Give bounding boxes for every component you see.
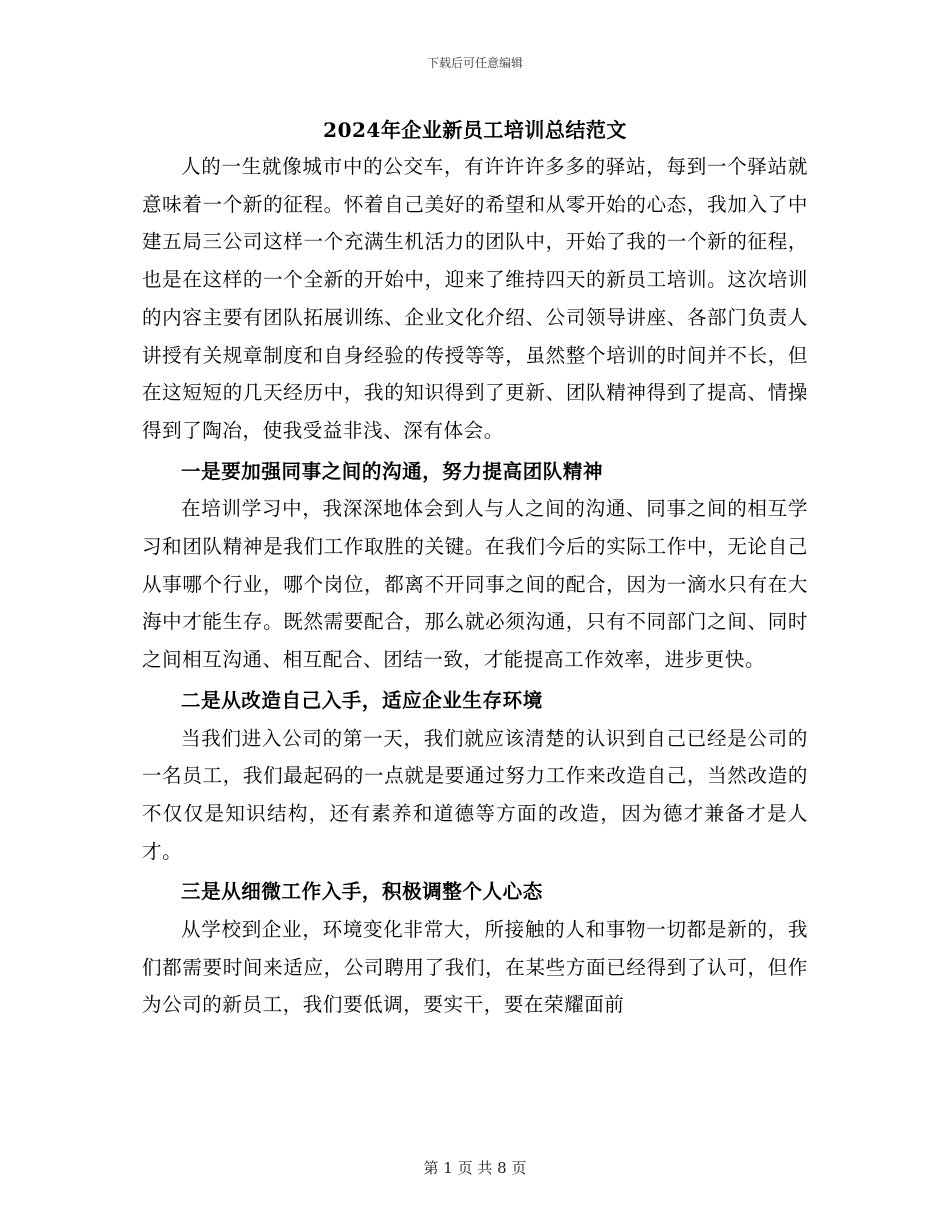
page-number: 第 1 页 共 8 页 bbox=[423, 1159, 527, 1177]
section-heading-1: 一是要加强同事之间的沟通，努力提高团队精神 bbox=[181, 459, 604, 483]
section-paragraph-3: 从学校到企业，环境变化非常大，所接触的人和事物一切都是新的，我们都需要时间来适应，公司聘用了我们，在某些方面已经得到了认可，但作为公司的新员工，我们要低调，要实干，要在荣耀面前 bbox=[142, 918, 808, 1017]
page-header: 下载后可任意编辑 bbox=[426, 56, 523, 70]
section-heading-2: 二是从改造自己入手，适应企业生存环境 bbox=[181, 688, 543, 712]
section-heading-3: 三是从细微工作入手，积极调整个人心态 bbox=[181, 880, 543, 904]
document-title: 2024年企业新员工培训总结范文 bbox=[323, 118, 627, 142]
section-paragraph-2: 当我们进入公司的第一天，我们就应该清楚的认识到自己已经是公司的一名员工，我们最起码的一点就是要通过努力工作来改造自己，当然改造的不仅仅是知识结构，还有素养和道德等方面的改造，因为德才兼备才是人才。 bbox=[142, 726, 808, 863]
document-body bbox=[142, 148, 808, 1024]
section-paragraph-1: 在培训学习中，我深深地体会到人与人之间的沟通、同事之间的相互学习和团队精神是我们工作取胜的关键。在我们今后的实际工作中，无论自己从事哪个行业，哪个岗位，都离不开同事之间的配合，因为一滴水只有在大海中才能生存。既然需要配合，那么就必须沟通，只有不同部门之间、同时之间相互沟通、相互配合、团结一致，才能提高工作效率，进步更快。 bbox=[142, 497, 808, 672]
intro-paragraph: 人的一生就像城市中的公交车，有许许许多多的驿站，每到一个驿站就意味着一个新的征程。怀着自己美好的希望和从零开始的心态，我加入了中建五局三公司这样一个充满生机活力的团队中，开始了我的一个新的征程，也是在这样的一个全新的开始中，迎来了维持四天的新员工培训。这次培训的内容主要有团队拓展训练、企业文化介绍、公司领导讲座、各部门负责人讲授有关规章制度和自身经验的传授等等，虽然整个培训的时间并不长，但在这短短的几天经历中，我的知识得到了更新、团队精神得到了提高、情操得到了陶冶，使我受益非浅、深有体会。 bbox=[142, 155, 808, 442]
